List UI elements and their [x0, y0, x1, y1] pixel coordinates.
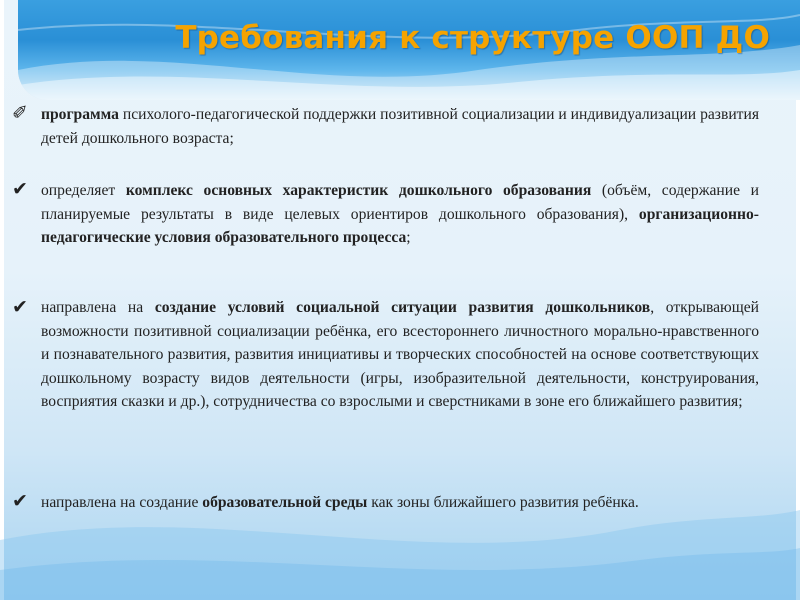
text-run: психолого-педагогической поддержки позитивной социализации и индивидуализации развития детей дошкольного возраста; [41, 106, 759, 147]
pencil-check-icon: ✐ [12, 102, 28, 124]
slide-header [18, 0, 800, 100]
text-run: определяет [41, 182, 126, 199]
check-icon: ✔ [12, 490, 28, 512]
check-icon: ✔ [12, 296, 28, 318]
text-run: ; [406, 229, 411, 247]
text-run: , открывающей возможности позитивной социализации ребёнка, его всестороннего личностного морально-нравственного и познавательного развития, развития инициативы и творческих способностей на основе соответствующих дошкольному возрасту видов деятельности (игры, изобразительной деятельности, конструирования, восприятия сказки и др.), сотрудничества со взрослыми и сверстниками в зоне его ближайшего развития; [41, 299, 759, 411]
text-run: направлена на [41, 299, 155, 316]
list-item-text [41, 103, 759, 150]
bold-phrase: программа [41, 106, 119, 123]
bold-phrase: образовательной среды [202, 494, 368, 511]
list-item-text [41, 296, 759, 414]
list-item-text [41, 179, 759, 250]
text-run: направлена на создание [41, 494, 203, 511]
text-run: как зоны ближайшего развития ребёнка. [367, 494, 639, 511]
bold-phrase: создание условий социальной ситуации развития дошкольников [154, 299, 651, 316]
page-title: Требования к структуре ООП ДО [175, 20, 770, 56]
list-item-text [41, 491, 759, 515]
bold-phrase: комплекс основных характеристик дошкольного образования [125, 182, 592, 199]
text-run: (объём, содержание и планируемые результаты в виде целевых ориентиров дошкольного образования), [41, 182, 759, 223]
bold-phrase: организационно-педагогические условия образовательного процесса [41, 205, 759, 247]
check-icon: ✔ [12, 178, 28, 200]
